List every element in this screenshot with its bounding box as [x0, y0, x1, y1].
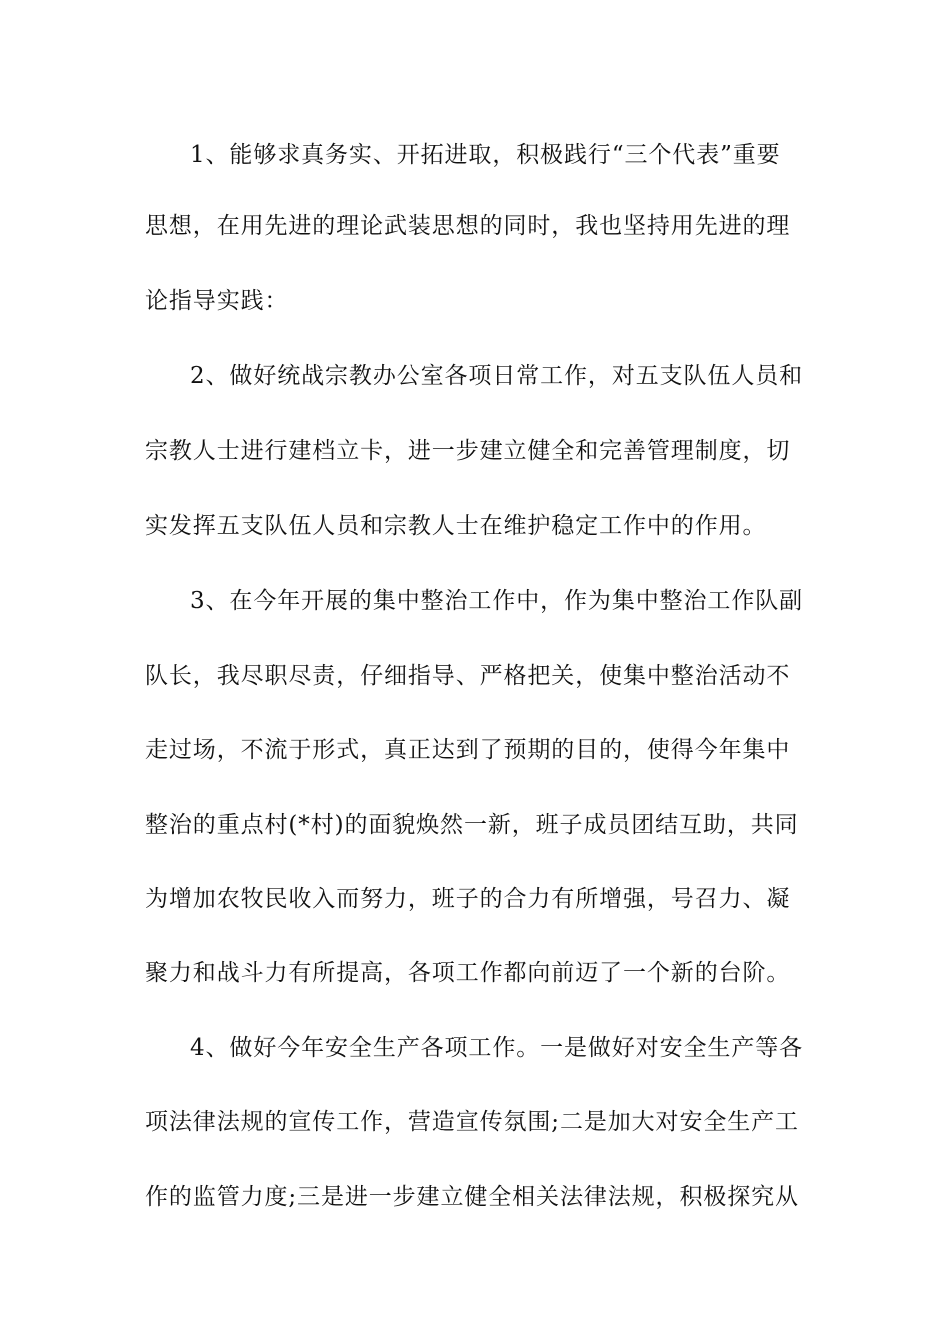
paragraph-3-line-4: 整治的重点村(*村)的面貌焕然一新，班子成员团结互助，共同 — [145, 812, 799, 838]
paragraph-3-line-1: 3、在今年开展的集中整治工作中，作为集中整治工作队副 — [190, 588, 804, 614]
paragraph-1-line-2: 思想，在用先进的理论武装思想的同时，我也坚持用先进的理 — [145, 213, 791, 239]
paragraph-1-line-1: 1、能够求真务实、开拓进取，积极践行“三个代表”重要 — [190, 142, 781, 168]
paragraph-2-line-2: 宗教人士进行建档立卡，进一步建立健全和完善管理制度，切 — [145, 438, 791, 464]
paragraph-4-line-3: 作的监管力度;三是进一步建立健全相关法律法规，积极探究从 — [145, 1184, 799, 1210]
paragraph-3-line-3: 走过场，不流于形式，真正达到了预期的目的，使得今年集中 — [145, 737, 791, 763]
paragraph-2-line-1: 2、做好统战宗教办公室各项日常工作，对五支队伍人员和 — [190, 363, 804, 389]
paragraph-1-line-3: 论指导实践： — [145, 288, 289, 314]
paragraph-3-line-6: 聚力和战斗力有所提高，各项工作都向前迈了一个新的台阶。 — [145, 960, 791, 986]
paragraph-4-line-2: 项法律法规的宣传工作，营造宣传氛围;二是加大对安全生产工 — [145, 1109, 799, 1135]
paragraph-3-line-5: 为增加农牧民收入而努力，班子的合力有所增强，号召力、凝 — [145, 886, 791, 912]
paragraph-2-line-3: 实发挥五支队伍人员和宗教人士在维护稳定工作中的作用。 — [145, 513, 767, 539]
paragraph-4-line-1: 4、做好今年安全生产各项工作。一是做好对安全生产等各 — [190, 1035, 804, 1061]
paragraph-3-line-2: 队长，我尽职尽责，仔细指导、严格把关，使集中整治活动不 — [145, 663, 791, 689]
